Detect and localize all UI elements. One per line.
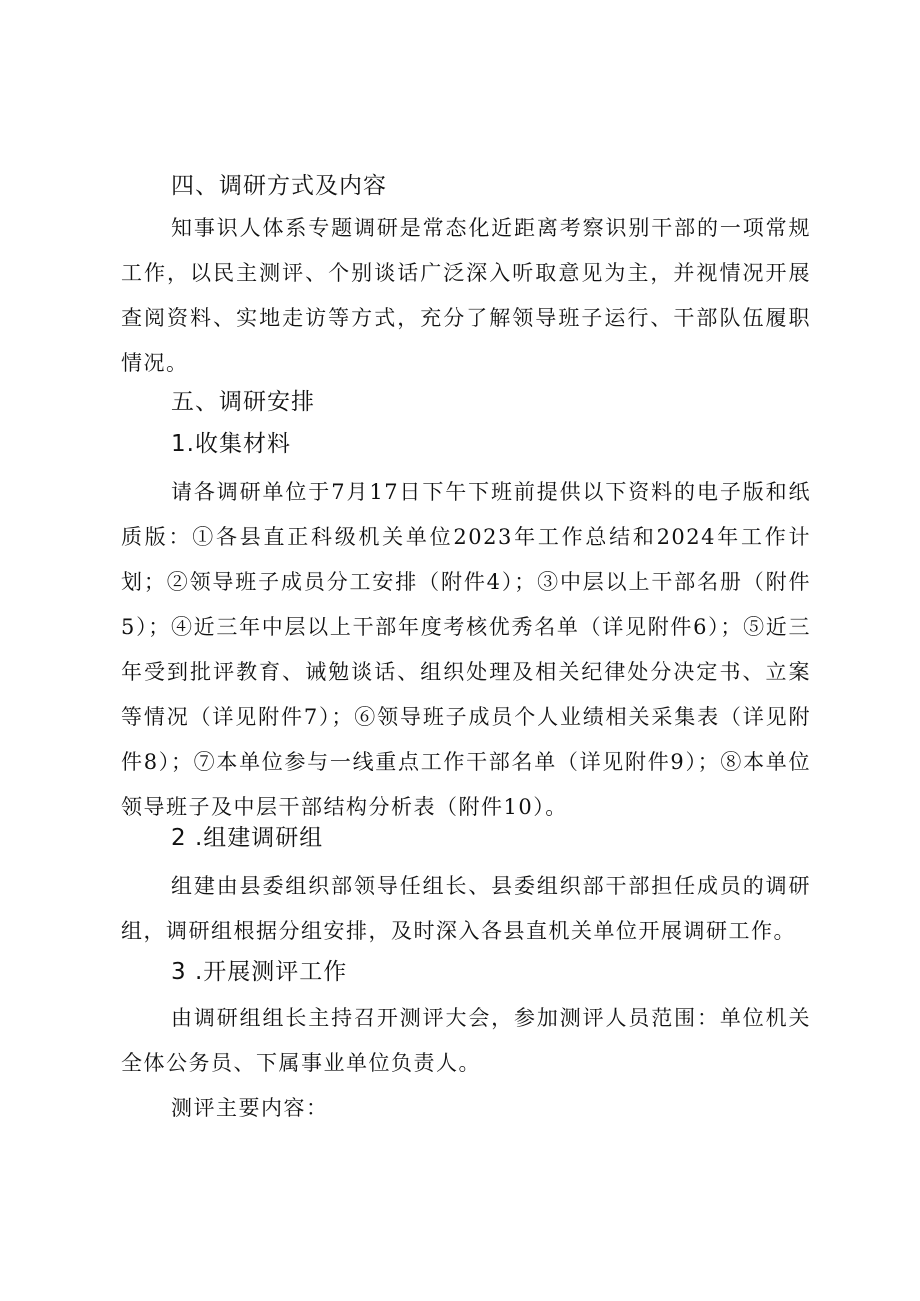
section-4-paragraph: 知事识人体系专题调研是常态化近距离考察识别干部的一项常规工作，以民主测评、个别谈话广泛深入听取意见为主，并视情况开展查阅资料、实地走访等方式，充分了解领导班子运行、干部队伍履职情况。 bbox=[121, 216, 811, 375]
subsection-2-paragraph: 组建由县委组织部领导任组长、县委组织部干部担任成员的调研组，调研组根据分组安排，及时深入各县直机关单位开展调研工作。 bbox=[121, 874, 811, 943]
evaluation-content-label: 测评主要内容： bbox=[171, 1096, 329, 1120]
subsection-1-heading: 1.收集材料 bbox=[171, 431, 291, 457]
subsection-3-heading: 3 .开展测评工作 bbox=[171, 959, 348, 985]
subsection-1-paragraph: 请各调研单位于7月17日下午下班前提供以下资料的电子版和纸质版：①各县直正科级机关单位2023年工作总结和2024年工作计划；②领导班子成员分工安排（附件4）；③中层以上干部名册（附件5）；④近三年中层以上干部年度考核优秀名单（详见附件6）；⑤近三年受到批评教育、诫勉谈话、组织处理及相关纪律处分决定书、立案等情况（详见附件7）；⑥领导班子成员个人业绩相关采集表（详见附件8）；⑦本单位参与一线重点工作干部名单（详见附件9）；⑧本单位领导班子及中层干部结构分析表（附件10）。 bbox=[121, 480, 811, 819]
subsection-2-heading: 2 .组建调研组 bbox=[171, 825, 324, 851]
section-5-heading: 五、调研安排 bbox=[171, 389, 315, 415]
section-4-heading: 四、调研方式及内容 bbox=[171, 173, 387, 199]
subsection-3-paragraph: 由调研组组长主持召开测评大会，参加测评人员范围：单位机关全体公务员、下属事业单位负责人。 bbox=[121, 1006, 811, 1075]
